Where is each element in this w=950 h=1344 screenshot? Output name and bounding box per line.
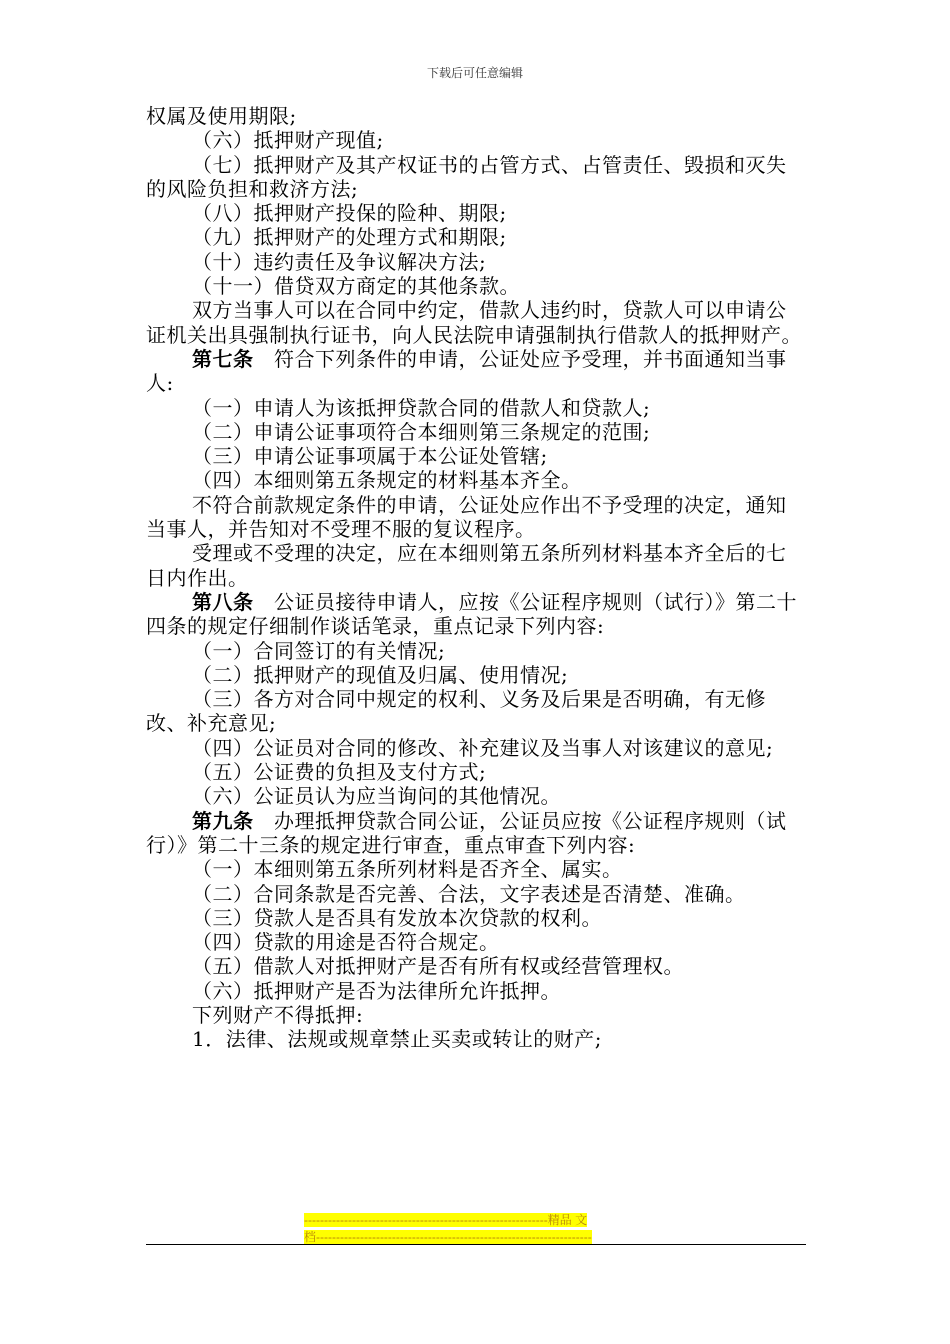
article-heading: 第九条 [192,808,254,833]
paragraph-text: （六）公证员认为应当询问的其他情况。 [192,784,561,809]
paragraph-text: 办理抵押贷款合同公证，公证员应按《公证程序规则（试行）》第二十三条的规定进行审查，重点审查下列内容: [146,808,787,857]
paragraph-text: （六）抵押财产现值; [192,128,384,153]
paragraph [146,250,806,274]
paragraph [146,760,806,784]
paragraph-text: （六）抵押财产是否为法律所允许抵押。 [192,978,561,1003]
page-header: 下载后可任意编辑 [426,66,523,80]
paragraph-text: 符合下列条件的申请，公证处应予受理，并书面通知当事人: [146,346,787,396]
paragraph [146,274,806,298]
paragraph-text: （四）公证员对合同的修改、补充建议及当事人对该建议的意见; [192,735,774,760]
paragraph-text: （三）各方对合同中规定的权利、义务及后果是否明确，有无修改、补充意见; [146,687,766,736]
paragraph [146,1003,806,1027]
paragraph-text: （一）申请人为该抵押贷款合同的借款人和贷款人; [192,395,651,420]
paragraph [146,857,806,881]
paragraph-text: （二）申请公证事项符合本细则第三条规定的范围; [192,419,651,444]
paragraph-text: （七）抵押财产及其产权证书的占管方式、占管责任、毁损和灭失的风险负担和救济方法; [146,152,787,201]
paragraph [146,104,806,128]
paragraph-text: （二）抵押财产的现值及归属、使用情况; [192,662,569,687]
article-heading: 第七条 [192,346,254,371]
paragraph [146,201,806,225]
paragraph-text: （五）借款人对抵押财产是否有所有权或经营管理权。 [192,954,684,979]
paragraph [146,1027,806,1051]
paragraph [146,347,806,396]
paragraph [146,468,806,492]
footer-watermark [304,1212,650,1246]
paragraph-text: （四）本细则第五条规定的材料基本齐全。 [192,468,582,493]
paragraph-text: 不符合前款规定条件的申请，公证处应作出不予受理的决定，通知当事人，并告知对不受理不服的复议程序。 [146,492,787,542]
paragraph-text: （十）违约责任及争议解决方法; [192,249,487,274]
footer-watermark-line-1: -------------------------------------------------------------精品 文 [304,1213,588,1227]
paragraph [146,930,806,954]
paragraph [146,954,806,978]
paragraph-text: （二）合同条款是否完善、合法，文字表述是否清楚、准确。 [192,881,746,906]
paragraph-text: （三）贷款人是否具有发放本次贷款的权利。 [192,905,602,930]
paragraph-text: （十一）借贷双方商定的其他条款。 [192,274,520,299]
paragraph [146,541,806,590]
paragraph-text: （一）合同签订的有关情况; [192,638,446,663]
paragraph-text: （四）贷款的用途是否符合规定。 [192,930,500,955]
paragraph [146,663,806,687]
paragraph [146,420,806,444]
paragraph [146,493,806,542]
paragraph [146,639,806,663]
paragraph-text: 权属及使用期限; [146,104,297,128]
paragraph [146,979,806,1003]
paragraph-text: （三）申请公证事项属于本公证处管辖; [192,444,548,469]
paragraph [146,809,806,858]
paragraph-text: 双方当事人可以在合同中约定，借款人违约时，贷款人可以申请公证机关出具强制执行证书，向人民法院申请强制执行借款人的抵押财产。 [146,298,802,347]
paragraph-text: 1．法律、法规或规章禁止买卖或转让的财产; [192,1027,602,1052]
paragraph-text: （九）抵押财产的处理方式和期限; [192,225,507,250]
article-heading: 第八条 [192,589,254,614]
paragraph [146,153,806,202]
paragraph [146,590,806,639]
footer-watermark-line-2: 档--------------------------------------------------------------------- [304,1230,592,1244]
paragraph [146,687,806,736]
paragraph-text: （八）抵押财产投保的险种、期限; [192,201,507,226]
paragraph-text: 下列财产不得抵押: [192,1002,364,1027]
footer-rule [146,1244,806,1245]
paragraph [146,736,806,760]
paragraph [146,396,806,420]
paragraph [146,784,806,808]
document-body [146,104,806,1052]
paragraph-text: 公证员接待申请人，应按《公证程序规则（试行）》第二十四条的规定仔细制作谈话笔录，重点记录下列内容: [146,589,797,639]
paragraph [146,882,806,906]
paragraph [146,906,806,930]
paragraph-text: （五）公证费的负担及支付方式; [192,760,487,785]
paragraph-text: 受理或不受理的决定，应在本细则第五条所列材料基本齐全后的七日内作出。 [146,541,787,590]
paragraph-text: （一）本细则第五条所列材料是否齐全、属实。 [192,857,623,882]
paragraph [146,444,806,468]
paragraph [146,128,806,152]
paragraph [146,225,806,249]
paragraph [146,298,806,347]
